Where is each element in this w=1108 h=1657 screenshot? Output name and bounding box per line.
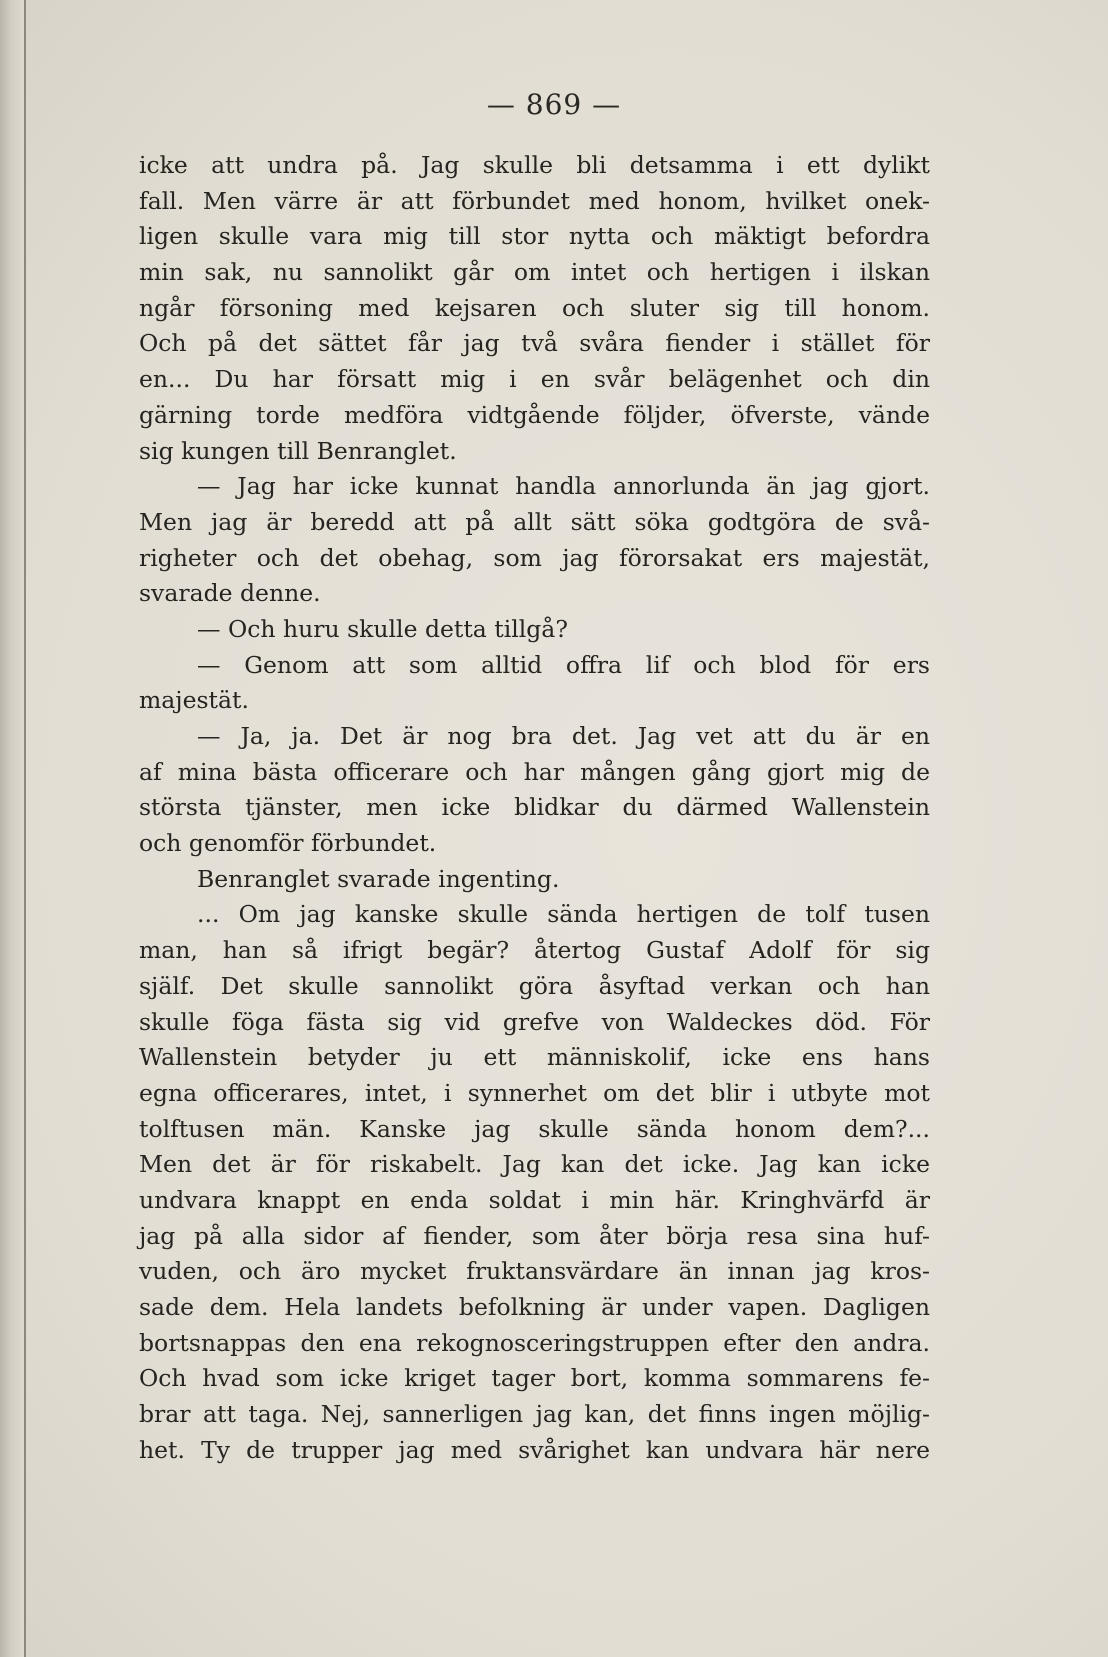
text-line: min sak, nu sannolikt går om intet och hertigen i ilskan	[139, 258, 930, 287]
text-line: — Ja, ja. Det är nog bra det. Jag vet att du är en	[197, 722, 930, 750]
page-number: — 869 —	[486, 88, 622, 121]
text-line: Och hvad som icke kriget tager bort, komma sommarens fe-	[139, 1364, 930, 1393]
page-binding-edge	[0, 0, 26, 1657]
text-line: Och på det sättet får jag två svåra fiender i stället för	[139, 329, 930, 358]
text-line: svarade denne.	[139, 579, 321, 608]
text-line: — Jag har icke kunnat handla annorlunda än jag gjort.	[197, 472, 930, 501]
text-line: sade dem. Hela landets befolkning är under vapen. Dagligen	[139, 1293, 930, 1321]
text-line: ligen skulle vara mig till stor nytta och mäktigt befordra	[139, 222, 930, 251]
text-line: Men det är för riskabelt. Jag kan det icke. Jag kan icke	[139, 1150, 930, 1179]
text-line: majestät.	[139, 686, 249, 715]
text-line: gärning torde medföra vidtgående följder, öfverste, vände	[139, 400, 930, 429]
body-text	[139, 148, 930, 1468]
text-line: tolftusen män. Kanske jag skulle sända honom dem?...	[139, 1114, 930, 1143]
page-binding-line	[24, 0, 26, 1657]
text-line: ngår försoning med kejsaren och sluter sig till honom.	[139, 293, 930, 322]
text-line: af mina bästa officerare och har mången gång gjort mig de	[139, 757, 930, 786]
text-line: Men jag är beredd att på allt sätt söka godtgöra de svå-	[139, 507, 930, 536]
text-line: jag på alla sidor af fiender, som åter börja resa sina huf-	[139, 1221, 930, 1250]
text-line: man, han så ifrigt begär? återtog Gustaf Adolf för sig	[139, 936, 930, 965]
text-line: fall. Men värre är att förbundet med honom, hvilket onek-	[139, 186, 930, 215]
text-line: egna officerares, intet, i synnerhet om det blir i utbyte mot	[139, 1078, 930, 1107]
text-line: vuden, och äro mycket fruktansvärdare än innan jag kros-	[139, 1257, 930, 1286]
text-line: Wallenstein betyder ju ett människolif, icke ens hans	[139, 1043, 930, 1072]
text-line: — Och huru skulle detta tillgå?	[197, 614, 568, 643]
text-line: het. Ty de trupper jag med svårighet kan undvara här nere	[139, 1435, 930, 1464]
text-line: icke att undra på. Jag skulle bli detsamma i ett dylikt	[139, 151, 930, 179]
text-line: Benranglet svarade ingenting.	[197, 864, 560, 893]
text-line: — Genom att som alltid offra lif och blod för ers	[197, 650, 930, 679]
text-line: och genomför förbundet.	[139, 829, 437, 858]
text-line: righeter och det obehag, som jag förorsakat ers majestät,	[139, 543, 930, 572]
text-line: undvara knappt en enda soldat i min här. Kringhvärfd är	[139, 1185, 930, 1214]
text-line: bortsnappas den ena rekognosceringstruppen efter den andra.	[139, 1328, 930, 1357]
text-line: sig kungen till Benranglet.	[139, 436, 457, 465]
text-line: skulle föga fästa sig vid grefve von Waldeckes död. För	[139, 1007, 930, 1036]
text-line: en... Du har försatt mig i en svår belägenhet och din	[139, 365, 930, 394]
text-line: brar att taga. Nej, sannerligen jag kan, det finns ingen möjlig-	[139, 1400, 930, 1429]
text-line: själf. Det skulle sannolikt göra åsyftad verkan och han	[139, 971, 930, 1000]
text-line: ... Om jag kanske skulle sända hertigen de tolf tusen	[197, 900, 930, 929]
text-line: största tjänster, men icke blidkar du därmed Wallenstein	[139, 793, 930, 822]
